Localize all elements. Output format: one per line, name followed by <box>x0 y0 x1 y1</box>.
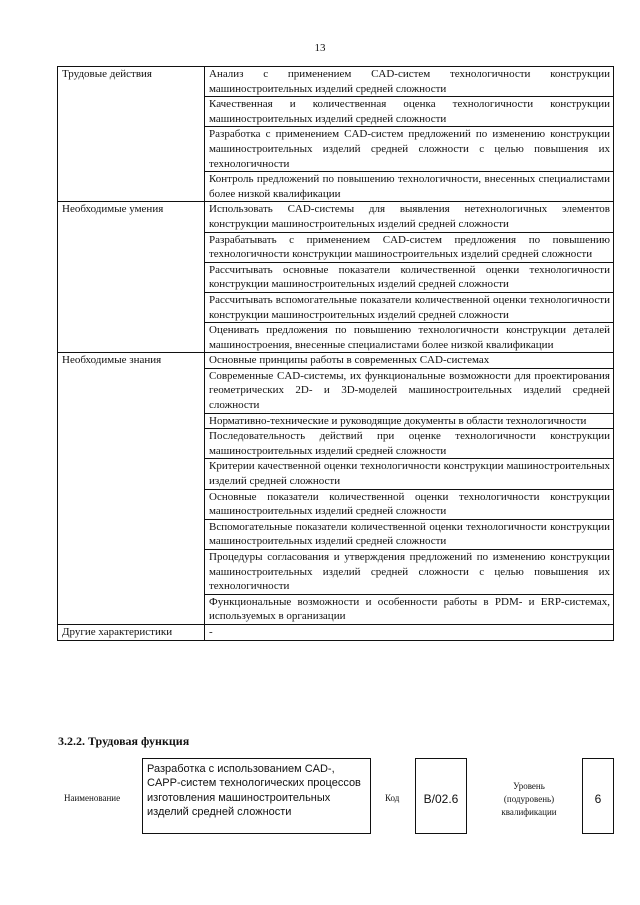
row-item-text: Процедуры согласования и утверждения предложений по изменению конструкции машиностроительных изделий средней сложности с целью повышения их технологичности <box>205 550 614 595</box>
section-title: 3.2.2. Трудовая функция <box>58 734 190 748</box>
qualification-level-box: 6 <box>582 758 614 834</box>
row-item-text: Качественная и количественная оценка технологичности конструкции машиностроительных изделий средней сложности <box>205 97 614 127</box>
row-item-text: Функциональные возможности и особенности работы в PDM- и ERP-системах, используемых в организации <box>205 594 614 624</box>
row-category-label: Трудовые действия <box>58 67 205 202</box>
row-item-text: Основные принципы работы в современных CAD-системах <box>205 353 614 369</box>
row-item-text: Контроль предложений по повышению технологичности, внесенных специалистами более низкой квалификации <box>205 172 614 202</box>
row-category-label: Необходимые умения <box>58 202 205 353</box>
labor-function-table <box>57 66 614 641</box>
row-item-text: Нормативно-технические и руководящие документы в области технологичности <box>205 413 614 429</box>
function-code-box: B/02.6 <box>415 758 467 834</box>
row-category-label: Другие характеристики <box>58 624 205 640</box>
code-label: Код <box>385 793 400 803</box>
table-row <box>58 67 614 97</box>
page-number: 13 <box>314 42 326 54</box>
qualification-level-label: Уровень (подуровень) квалификации <box>501 781 557 817</box>
row-item-text: Использовать CAD-системы для выявления нетехнологичных элементов конструкции машиностроительных изделий средней сложности <box>205 202 614 232</box>
function-name-box: Разработка с использованием CAD-, CAPP-систем технологических процессов изготовления машиностроительных изделий средней сложности <box>142 758 371 834</box>
row-item-text: Разрабатывать с применением CAD-систем предложения по повышению технологичности конструкции машиностроительных изделий средней сложности <box>205 232 614 262</box>
row-item-text: Основные показатели количественной оценки технологичности конструкции машиностроительных изделий средней сложности <box>205 489 614 519</box>
row-item-text: Последовательность действий при оценке технологичности конструкции машиностроительных изделий средней сложности <box>205 429 614 459</box>
row-item-text: Рассчитывать вспомогательные показатели количественной оценки технологичности конструкции машиностроительных изделий средней сложности <box>205 292 614 322</box>
row-item-text: Современные CAD-системы, их функциональные возможности для проектирования геометрических 2D- и 3D-моделей машиностроительных изделий средней сложности <box>205 368 614 413</box>
row-item-text: Разработка с применением CAD-систем предложений по изменению конструкции машиностроительных изделий средней сложности с целью повышения их технологичности <box>205 127 614 172</box>
table-row <box>58 353 614 369</box>
row-item-text: Рассчитывать основные показатели количественной оценки технологичности конструкции машиностроительных изделий средней сложности <box>205 262 614 292</box>
row-category-label: Необходимые знания <box>58 353 205 625</box>
table-row <box>58 202 614 232</box>
row-item-text: Вспомогательные показатели количественной оценки технологичности конструкции машиностроительных изделий средней сложности <box>205 519 614 549</box>
row-item-text: Анализ с применением CAD-систем технологичности конструкции машиностроительных изделий средней сложности <box>205 67 614 97</box>
table-row <box>58 624 614 640</box>
name-label: Наименование <box>64 793 121 803</box>
row-item-text: - <box>205 624 614 640</box>
row-item-text: Критерии качественной оценки технологичности конструкции машиностроительных изделий средней сложности <box>205 459 614 489</box>
row-item-text: Оценивать предложения по повышению технологичности конструкции деталей машиностроения, внесенные специалистами более низкой квалификации <box>205 323 614 353</box>
